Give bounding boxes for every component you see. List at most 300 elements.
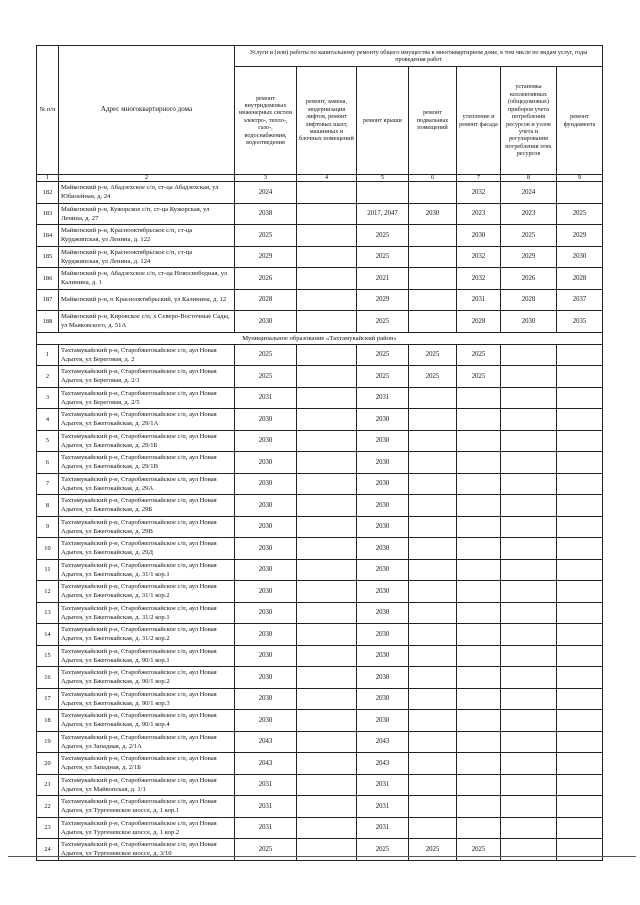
table-row xyxy=(37,203,603,225)
row-number: 14 xyxy=(37,624,59,646)
cell-basement xyxy=(409,495,457,517)
row-address: Тахтамукайский р-н, Старобжегокайское с/п, аул Новая Адыгея, ул Бжегокайская, д. 29Д xyxy=(59,538,235,560)
cell-elevators xyxy=(297,495,357,517)
table-row xyxy=(37,182,603,204)
cell-roof xyxy=(357,182,409,204)
section-row xyxy=(37,332,603,344)
cell-elevators xyxy=(297,246,357,268)
cell-engineering-systems: 2030 xyxy=(235,430,297,452)
cell-facade xyxy=(457,473,501,495)
table-row xyxy=(37,516,603,538)
cell-meters xyxy=(501,538,557,560)
cell-elevators xyxy=(297,409,357,431)
header-group-title: Услуги и (или) работы по капитальному ремонту общего имущества в многоквартирном доме, в том числе по видам услуг, годы проведения работ xyxy=(235,46,603,67)
column-number-5: 5 xyxy=(357,175,409,182)
cell-meters xyxy=(501,753,557,775)
row-number: 184 xyxy=(37,225,59,247)
cell-elevators xyxy=(297,774,357,796)
cell-facade xyxy=(457,516,501,538)
header-col-roof: ремонт крыши xyxy=(357,67,409,175)
cell-roof: 2025 xyxy=(357,344,409,366)
row-address: Тахтамукайский р-н, Старобжегокайское с/п, аул Новая Адыгея, ул Тургеневское шоссе, д. 1 кор.2 xyxy=(59,817,235,839)
row-address: Тахтамукайский р-н, Старобжегокайское с/п, аул Новая Адыгея, ул Западная, д. 2/1А xyxy=(59,731,235,753)
cell-engineering-systems: 2030 xyxy=(235,409,297,431)
cell-roof: 2030 xyxy=(357,581,409,603)
table-row xyxy=(37,559,603,581)
cell-elevators xyxy=(297,182,357,204)
table-row xyxy=(37,344,603,366)
row-number: 19 xyxy=(37,731,59,753)
header-col-elevators: ремонт, замена, модернизация лифтов, ремонт лифтовых шахт, машинных и блочных помещений xyxy=(297,67,357,175)
row-number: 188 xyxy=(37,311,59,333)
row-address: Тахтамукайский р-н, Старобжегокайское с/п, аул Новая Адыгея, ул Бжегокайская, д. 31/2 кор.1 xyxy=(59,602,235,624)
table-row xyxy=(37,268,603,290)
row-number: 1 xyxy=(37,344,59,366)
row-address: Тахтамукайский р-н, Старобжегокайское с/п, аул Новая Адыгея, ул Бжегокайская, д. 29А xyxy=(59,473,235,495)
cell-roof: 2030 xyxy=(357,452,409,474)
table-body xyxy=(37,46,603,861)
cell-elevators xyxy=(297,624,357,646)
cell-foundation: 2029 xyxy=(557,225,603,247)
cell-roof: 2025 xyxy=(357,366,409,388)
row-address: Майкопский р-н, Кировское с/п, х Северо-Восточные Сады, ул Маяковского, д. 51А xyxy=(59,311,235,333)
cell-roof: 2025 xyxy=(357,311,409,333)
cell-roof: 2030 xyxy=(357,624,409,646)
cell-elevators xyxy=(297,225,357,247)
row-number: 21 xyxy=(37,774,59,796)
cell-foundation xyxy=(557,495,603,517)
header-col-number: № п/п xyxy=(37,46,59,175)
cell-elevators xyxy=(297,753,357,775)
table-row xyxy=(37,688,603,710)
header-col-address: Адрес многоквартирного дома xyxy=(59,46,235,175)
row-number: 10 xyxy=(37,538,59,560)
cell-meters xyxy=(501,774,557,796)
row-number: 8 xyxy=(37,495,59,517)
row-address: Тахтамукайский р-н, Старобжегокайское с/п, аул Новая Адыгея, ул Береговая, д. 2 xyxy=(59,344,235,366)
cell-meters: 2023 xyxy=(501,203,557,225)
cell-elevators xyxy=(297,268,357,290)
header-col-foundation: ремонт фундамента xyxy=(557,67,603,175)
cell-roof: 2030 xyxy=(357,409,409,431)
cell-basement: 2030 xyxy=(409,203,457,225)
page-footer-rule xyxy=(8,856,636,857)
cell-basement xyxy=(409,753,457,775)
cell-meters xyxy=(501,817,557,839)
header-row-numbering xyxy=(37,175,603,182)
table-row xyxy=(37,366,603,388)
cell-meters xyxy=(501,473,557,495)
cell-meters: 2030 xyxy=(501,311,557,333)
row-number: 4 xyxy=(37,409,59,431)
cell-meters xyxy=(501,581,557,603)
cell-facade: 2030 xyxy=(457,225,501,247)
row-number: 9 xyxy=(37,516,59,538)
cell-roof: 2030 xyxy=(357,667,409,689)
cell-facade xyxy=(457,817,501,839)
cell-elevators xyxy=(297,203,357,225)
cell-basement xyxy=(409,624,457,646)
cell-roof: 2031 xyxy=(357,387,409,409)
cell-foundation xyxy=(557,796,603,818)
column-number-4: 4 xyxy=(297,175,357,182)
table-row xyxy=(37,731,603,753)
cell-basement: 2025 xyxy=(409,344,457,366)
cell-foundation xyxy=(557,409,603,431)
cell-engineering-systems: 2030 xyxy=(235,688,297,710)
row-address: Тахтамукайский р-н, Старобжегокайское с/п, аул Новая Адыгея, ул Бжегокайская, д. 31/1 кор.2 xyxy=(59,581,235,603)
cell-roof: 2030 xyxy=(357,495,409,517)
row-address: Тахтамукайский р-н, Старобжегокайское с/п, аул Новая Адыгея, ул Бжегокайская, д. 31/2 кор.2 xyxy=(59,624,235,646)
cell-roof: 2031 xyxy=(357,817,409,839)
cell-basement xyxy=(409,796,457,818)
row-number: 187 xyxy=(37,289,59,311)
cell-roof: 2030 xyxy=(357,473,409,495)
cell-foundation xyxy=(557,602,603,624)
cell-facade xyxy=(457,387,501,409)
cell-facade: 2025 xyxy=(457,344,501,366)
cell-foundation xyxy=(557,430,603,452)
row-address: Майкопский р-н, п Краснооктябрьский, ул Калинина, д. 12 xyxy=(59,289,235,311)
cell-foundation xyxy=(557,344,603,366)
cell-foundation xyxy=(557,538,603,560)
row-number: 22 xyxy=(37,796,59,818)
cell-facade xyxy=(457,645,501,667)
cell-basement xyxy=(409,311,457,333)
cell-meters xyxy=(501,731,557,753)
row-address: Майкопский р-н, Абадзехское с/п, ст-ца Абадзехская, ул Юбилейная, д. 24 xyxy=(59,182,235,204)
table-row xyxy=(37,602,603,624)
cell-roof: 2021 xyxy=(357,268,409,290)
row-number: 20 xyxy=(37,753,59,775)
cell-facade: 2032 xyxy=(457,182,501,204)
row-address: Майкопский р-н, Краснооктябрьское с/п, ст-ца Курджипская, ул Ленина, д. 122 xyxy=(59,225,235,247)
column-number-2: 2 xyxy=(59,175,235,182)
row-address: Тахтамукайский р-н, Старобжегокайское с/п, аул Новая Адыгея, ул Бжегокайская, д. 90/1 кор.4 xyxy=(59,710,235,732)
cell-foundation xyxy=(557,473,603,495)
row-address: Майкопский р-н, Абадзехское с/п, ст-ца Новосвободная, ул Калинина, д. 1 xyxy=(59,268,235,290)
cell-meters xyxy=(501,624,557,646)
cell-facade xyxy=(457,753,501,775)
cell-elevators xyxy=(297,817,357,839)
cell-engineering-systems: 2029 xyxy=(235,246,297,268)
table-row xyxy=(37,430,603,452)
cell-elevators xyxy=(297,452,357,474)
header-col-basement: ремонт подвальных помещений xyxy=(409,67,457,175)
table-row xyxy=(37,246,603,268)
row-number: 185 xyxy=(37,246,59,268)
cell-basement xyxy=(409,774,457,796)
cell-engineering-systems: 2025 xyxy=(235,839,297,861)
column-number-8: 8 xyxy=(501,175,557,182)
cell-facade xyxy=(457,538,501,560)
cell-facade xyxy=(457,710,501,732)
cell-meters: 2026 xyxy=(501,268,557,290)
header-row-group xyxy=(37,46,603,67)
cell-basement xyxy=(409,538,457,560)
cell-elevators xyxy=(297,516,357,538)
cell-basement xyxy=(409,667,457,689)
cell-elevators xyxy=(297,559,357,581)
row-number: 2 xyxy=(37,366,59,388)
cell-facade xyxy=(457,774,501,796)
cell-roof: 2025 xyxy=(357,225,409,247)
cell-meters: 2028 xyxy=(501,289,557,311)
cell-roof: 2030 xyxy=(357,688,409,710)
repair-schedule-table xyxy=(36,45,603,861)
cell-foundation xyxy=(557,452,603,474)
table-row xyxy=(37,409,603,431)
cell-foundation: 2030 xyxy=(557,246,603,268)
row-address: Тахтамукайский р-н, Старобжегокайское с/п, аул Новая Адыгея, ул Бжегокайская, д. 29Б xyxy=(59,495,235,517)
row-number: 3 xyxy=(37,387,59,409)
table-row xyxy=(37,753,603,775)
cell-roof: 2025 xyxy=(357,839,409,861)
cell-basement xyxy=(409,710,457,732)
cell-elevators xyxy=(297,602,357,624)
cell-basement xyxy=(409,452,457,474)
cell-basement xyxy=(409,516,457,538)
cell-elevators xyxy=(297,731,357,753)
cell-engineering-systems: 2025 xyxy=(235,344,297,366)
cell-roof: 2030 xyxy=(357,710,409,732)
cell-facade xyxy=(457,409,501,431)
cell-roof: 2030 xyxy=(357,602,409,624)
cell-foundation: 2035 xyxy=(557,311,603,333)
cell-basement xyxy=(409,559,457,581)
cell-engineering-systems: 2043 xyxy=(235,731,297,753)
cell-facade xyxy=(457,430,501,452)
row-address: Майкопский р-н, Краснооктябрьское с/п, ст-ца Курджипская, ул Ленина, д. 124 xyxy=(59,246,235,268)
row-number: 183 xyxy=(37,203,59,225)
cell-foundation xyxy=(557,624,603,646)
cell-engineering-systems: 2030 xyxy=(235,452,297,474)
cell-elevators xyxy=(297,430,357,452)
cell-elevators xyxy=(297,387,357,409)
table-row xyxy=(37,452,603,474)
cell-basement: 2025 xyxy=(409,366,457,388)
row-number: 18 xyxy=(37,710,59,732)
cell-meters xyxy=(501,452,557,474)
cell-facade: 2023 xyxy=(457,203,501,225)
cell-engineering-systems: 2030 xyxy=(235,710,297,732)
cell-facade: 2028 xyxy=(457,311,501,333)
table-row xyxy=(37,495,603,517)
cell-facade xyxy=(457,452,501,474)
cell-roof: 2030 xyxy=(357,538,409,560)
cell-facade xyxy=(457,559,501,581)
cell-engineering-systems: 2038 xyxy=(235,203,297,225)
cell-meters xyxy=(501,559,557,581)
cell-meters xyxy=(501,516,557,538)
row-address: Тахтамукайский р-н, Старобжегокайское с/п, аул Новая Адыгея, ул Тургеневское шоссе, д. 1 кор.1 xyxy=(59,796,235,818)
table-row xyxy=(37,667,603,689)
cell-engineering-systems: 2030 xyxy=(235,602,297,624)
cell-foundation xyxy=(557,516,603,538)
cell-facade: 2032 xyxy=(457,246,501,268)
cell-elevators xyxy=(297,538,357,560)
row-address: Тахтамукайский р-н, Старобжегокайское с/п, аул Новая Адыгея, ул Бжегокайская, д. 31/1 кор.1 xyxy=(59,559,235,581)
cell-basement xyxy=(409,182,457,204)
header-col-engineering-systems: ремонт внутридомовых инженерных систем электро-, тепло-, газо-, водоснабжения, водоотведения xyxy=(235,67,297,175)
cell-foundation xyxy=(557,753,603,775)
cell-basement xyxy=(409,289,457,311)
cell-foundation xyxy=(557,731,603,753)
cell-roof: 2043 xyxy=(357,753,409,775)
cell-elevators xyxy=(297,710,357,732)
cell-facade xyxy=(457,581,501,603)
row-number: 5 xyxy=(37,430,59,452)
cell-basement: 2025 xyxy=(409,839,457,861)
row-number: 15 xyxy=(37,645,59,667)
row-number: 16 xyxy=(37,667,59,689)
cell-basement xyxy=(409,409,457,431)
cell-basement xyxy=(409,430,457,452)
table-row xyxy=(37,624,603,646)
cell-basement xyxy=(409,387,457,409)
row-number: 12 xyxy=(37,581,59,603)
cell-foundation xyxy=(557,366,603,388)
cell-engineering-systems: 2030 xyxy=(235,495,297,517)
column-number-9: 9 xyxy=(557,175,603,182)
cell-foundation: 2025 xyxy=(557,203,603,225)
cell-foundation: 2037 xyxy=(557,289,603,311)
row-number: 17 xyxy=(37,688,59,710)
row-number: 24 xyxy=(37,839,59,861)
row-number: 11 xyxy=(37,559,59,581)
row-address: Тахтамукайский р-н, Старобжегокайское с/п, аул Новая Адыгея, ул Бжегокайская, д. 29/1А xyxy=(59,409,235,431)
cell-basement xyxy=(409,602,457,624)
cell-engineering-systems: 2030 xyxy=(235,516,297,538)
cell-roof: 2017, 2047 xyxy=(357,203,409,225)
cell-facade xyxy=(457,796,501,818)
cell-basement xyxy=(409,268,457,290)
column-number-7: 7 xyxy=(457,175,501,182)
table-row xyxy=(37,817,603,839)
cell-elevators xyxy=(297,688,357,710)
cell-elevators xyxy=(297,645,357,667)
cell-meters xyxy=(501,366,557,388)
table-row xyxy=(37,311,603,333)
table-row xyxy=(37,774,603,796)
row-address: Тахтамукайский р-н, Старобжегокайское с/п, аул Новая Адыгея, ул Бжегокайская, д. 29В xyxy=(59,516,235,538)
cell-engineering-systems: 2026 xyxy=(235,268,297,290)
cell-engineering-systems: 2043 xyxy=(235,753,297,775)
cell-basement xyxy=(409,473,457,495)
cell-meters xyxy=(501,602,557,624)
cell-meters xyxy=(501,430,557,452)
cell-meters: 2024 xyxy=(501,182,557,204)
cell-meters xyxy=(501,796,557,818)
cell-roof: 2043 xyxy=(357,731,409,753)
section-title: Муниципальное образование «Тахтамукайский район» xyxy=(37,332,603,344)
cell-elevators xyxy=(297,366,357,388)
cell-roof: 2031 xyxy=(357,796,409,818)
table-row xyxy=(37,538,603,560)
cell-elevators xyxy=(297,581,357,603)
cell-roof: 2030 xyxy=(357,645,409,667)
cell-facade xyxy=(457,731,501,753)
cell-foundation: 2028 xyxy=(557,268,603,290)
row-number: 186 xyxy=(37,268,59,290)
cell-meters xyxy=(501,409,557,431)
cell-meters xyxy=(501,688,557,710)
cell-engineering-systems: 2030 xyxy=(235,667,297,689)
cell-roof: 2030 xyxy=(357,430,409,452)
cell-meters xyxy=(501,387,557,409)
row-address: Тахтамукайский р-н, Старобжегокайское с/п, аул Новая Адыгея, ул Майкопская, д. 1/1 xyxy=(59,774,235,796)
cell-basement xyxy=(409,817,457,839)
cell-engineering-systems: 2024 xyxy=(235,182,297,204)
cell-engineering-systems: 2030 xyxy=(235,559,297,581)
cell-foundation xyxy=(557,559,603,581)
table-row xyxy=(37,225,603,247)
cell-foundation xyxy=(557,581,603,603)
column-number-3: 3 xyxy=(235,175,297,182)
cell-facade: 2025 xyxy=(457,366,501,388)
cell-engineering-systems: 2031 xyxy=(235,774,297,796)
cell-facade xyxy=(457,602,501,624)
row-address: Тахтамукайский р-н, Старобжегокайское с/п, аул Новая Адыгея, ул Западная, д. 2/1Б xyxy=(59,753,235,775)
cell-roof: 2029 xyxy=(357,289,409,311)
cell-meters xyxy=(501,645,557,667)
cell-engineering-systems: 2031 xyxy=(235,796,297,818)
cell-basement xyxy=(409,581,457,603)
cell-engineering-systems: 2030 xyxy=(235,645,297,667)
cell-facade: 2031 xyxy=(457,289,501,311)
cell-roof: 2031 xyxy=(357,774,409,796)
row-address: Тахтамукайский р-н, Старобжегокайское с/п, аул Новая Адыгея, ул Береговая, д. 2/3 xyxy=(59,366,235,388)
row-number: 23 xyxy=(37,817,59,839)
cell-roof: 2030 xyxy=(357,559,409,581)
cell-engineering-systems: 2025 xyxy=(235,225,297,247)
row-address: Тахтамукайский р-н, Старобжегокайское с/п, аул Новая Адыгея, ул Бжегокайская, д. 90/1 кор.1 xyxy=(59,645,235,667)
cell-engineering-systems: 2030 xyxy=(235,311,297,333)
cell-basement xyxy=(409,225,457,247)
cell-foundation xyxy=(557,387,603,409)
cell-facade xyxy=(457,688,501,710)
table-row xyxy=(37,387,603,409)
row-address: Тахтамукайский р-н, Старобжегокайское с/п, аул Новая Адыгея, ул Бжегокайская, д. 90/1 кор.3 xyxy=(59,688,235,710)
cell-elevators xyxy=(297,289,357,311)
row-address: Тахтамукайский р-н, Старобжегокайское с/п, аул Новая Адыгея, ул Бжегокайская, д. 29/1Б xyxy=(59,430,235,452)
cell-engineering-systems: 2028 xyxy=(235,289,297,311)
header-col-facade: утепление и ремонт фасада xyxy=(457,67,501,175)
column-number-6: 6 xyxy=(409,175,457,182)
cell-roof: 2030 xyxy=(357,516,409,538)
cell-foundation xyxy=(557,710,603,732)
cell-basement xyxy=(409,731,457,753)
cell-foundation xyxy=(557,667,603,689)
table-row xyxy=(37,645,603,667)
cell-foundation xyxy=(557,774,603,796)
column-number-1: 1 xyxy=(37,175,59,182)
cell-facade xyxy=(457,495,501,517)
cell-engineering-systems: 2031 xyxy=(235,817,297,839)
cell-meters xyxy=(501,344,557,366)
row-address: Тахтамукайский р-н, Старобжегокайское с/п, аул Новая Адыгея, ул Бжегокайская, д. 90/1 кор.2 xyxy=(59,667,235,689)
row-address: Тахтамукайский р-н, Старобжегокайское с/п, аул Новая Адыгея, ул Тургеневское шоссе, д. 3/10 xyxy=(59,839,235,861)
cell-facade xyxy=(457,667,501,689)
cell-elevators xyxy=(297,311,357,333)
cell-elevators xyxy=(297,796,357,818)
cell-facade xyxy=(457,624,501,646)
row-number: 6 xyxy=(37,452,59,474)
cell-engineering-systems: 2030 xyxy=(235,473,297,495)
table-row xyxy=(37,796,603,818)
cell-engineering-systems: 2025 xyxy=(235,366,297,388)
cell-engineering-systems: 2030 xyxy=(235,581,297,603)
